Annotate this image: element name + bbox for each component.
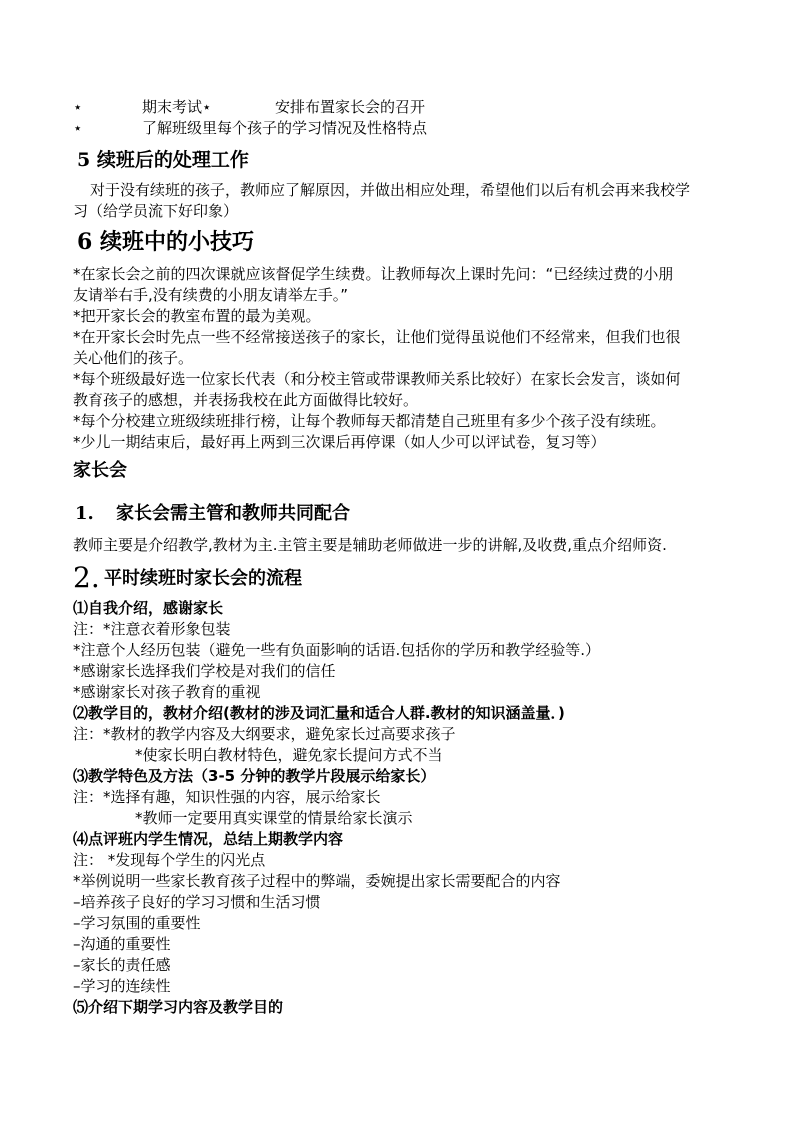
item2-heading: 平时续班时家长会的流程 <box>104 568 302 589</box>
item1-number: 1. <box>75 503 94 524</box>
section6-line: *每个班级最好选一位家长代表（和分校主管或带课教师关系比较好）在家长会发言，谈如何 <box>73 370 681 388</box>
flow-subpoint: –学习氛围的重要性 <box>73 914 201 932</box>
flow-note: *教师一定要用真实课堂的情景给家长演示 <box>135 809 413 827</box>
flow-note: *感谢家长对孩子教育的重视 <box>73 683 261 701</box>
section6-line: 教育孩子的感想，并表扬我校在此方面做得比较好。 <box>73 391 419 409</box>
schedule-task-understand-students: 了解班级里每个孩子的学习情况及性格特点 <box>142 119 428 137</box>
section6-line: *在家长会之前的四次课就应该督促学生续费。让教师每次上课时先问：“已经续过费的小朋 <box>73 265 674 283</box>
section6-line: *在开家长会时先点一些不经常接送孩子的家长，让他们觉得虽说他们不经常来，但我们也很 <box>73 328 681 346</box>
flow-note: 注：*注意衣着形象包装 <box>73 620 231 638</box>
section5-paragraph-line2: 习（给学员流下好印象） <box>73 202 239 220</box>
flow-step-1: ⑴自我介绍，感谢家长 <box>73 599 224 617</box>
section6-heading: 6 续班中的小技巧 <box>77 229 254 255</box>
flow-step-4: ⑷点评班内学生情况，总结上期教学内容 <box>73 830 344 848</box>
section6-line: 友请举右手,没有续费的小朋友请举左手。” <box>73 286 349 304</box>
item2-number: 2. <box>73 561 100 594</box>
flow-step-3: ⑶教学特色及方法（3-5 分钟的教学片段展示给家长） <box>73 767 436 785</box>
flow-note: *注意个人经历包装（避免一些有负面影响的话语.包括你的学历和教学经验等.） <box>73 641 601 659</box>
schedule-item-final-exam: 期末考试⋆ <box>142 98 212 116</box>
flow-subpoint: –沟通的重要性 <box>73 935 171 953</box>
flow-step-5: ⑸介绍下期学习内容及教学目的 <box>73 998 284 1016</box>
flow-note: 注：*选择有趣，知识性强的内容，展示给家长 <box>73 788 381 806</box>
flow-step-2: ⑵教学目的，教材介绍(教材的涉及词汇量和适合人群.教材的知识涵盖量．) <box>73 704 565 722</box>
item1-text: 教师主要是介绍教学,教材为主.主管主要是辅助老师做进一步的讲解,及收费,重点介绍师资. <box>73 536 667 554</box>
section6-line: *每个分校建立班级续班排行榜，让每个教师每天都清楚自己班里有多少个孩子没有续班。 <box>73 412 666 430</box>
section5-heading: 5 续班后的处理工作 <box>77 149 249 171</box>
item1-heading: 家长会需主管和教师共同配合 <box>116 503 350 524</box>
flow-note: *使家长明白教材特色，避免家长提问方式不当 <box>135 746 443 764</box>
flow-note: *感谢家长选择我们学校是对我们的信任 <box>73 662 336 680</box>
flow-note: *举例说明一些家长教育孩子过程中的弊端，委婉提出家长需要配合的内容 <box>73 872 561 890</box>
parents-meeting-title: 家长会 <box>73 460 127 481</box>
star-bullet-1: ⋆ <box>73 98 83 116</box>
schedule-task-arrange-meeting: 安排布置家长会的召开 <box>275 98 426 116</box>
section5-paragraph-line1: 对于没有续班的孩子，教师应了解原因，并做出相应处理，希望他们以后有机会再来我校学 <box>90 181 691 199</box>
section6-line: 关心他们的孩子。 <box>73 349 194 367</box>
flow-subpoint: –学习的连续性 <box>73 977 171 995</box>
section6-line: *少儿一期结束后，最好再上两到三次课后再停课（如人少可以评试卷，复习等） <box>73 433 606 451</box>
star-bullet-2: ⋆ <box>73 119 83 137</box>
flow-subpoint: –培养孩子良好的学习习惯和生活习惯 <box>73 893 321 911</box>
flow-subpoint: –家长的责任感 <box>73 956 171 974</box>
flow-note: 注： *发现每个学生的闪光点 <box>73 851 266 869</box>
section6-line: *把开家长会的教室布置的最为美观。 <box>73 307 321 325</box>
flow-note: 注：*教材的教学内容及大纲要求，避免家长过高要求孩子 <box>73 725 456 743</box>
